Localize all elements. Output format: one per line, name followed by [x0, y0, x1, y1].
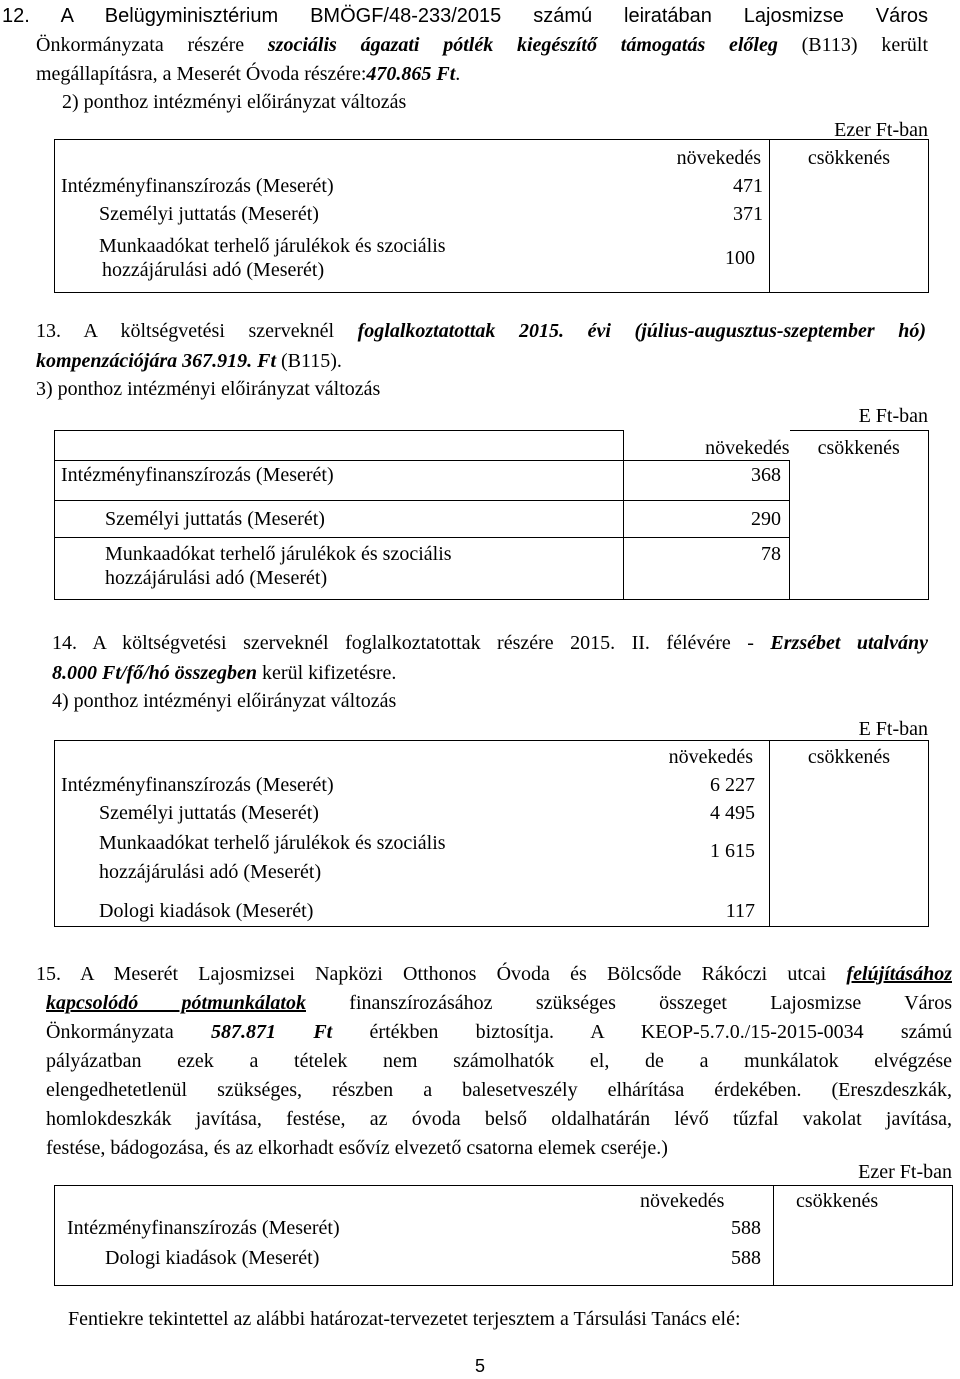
table-1: [54, 139, 929, 293]
table-3-row-4-value: 117: [725, 899, 755, 922]
table-1-header-increase: növekedés: [55, 140, 770, 171]
item-12-line-2: Önkormányzata részére szociális ágazati pótlék kiegészítő támogatás előleg (B113) került: [36, 34, 928, 56]
item-12-line-3: megállapításra, a Meserét Óvoda részére:470.865 Ft.: [36, 63, 461, 85]
table-2-unit: E Ft-ban: [858, 405, 928, 427]
item-12-subtitle: 2) ponthoz intézményi előirányzat változás: [62, 91, 407, 113]
table-row: [55, 1216, 953, 1246]
table-row: [55, 1246, 953, 1286]
item-15-line-1: 15. A Meserét Lajosmizsei Napközi Otthonos Óvoda és Bölcsőde Rákóczi utcai felújításához: [36, 963, 952, 985]
item-13-line-1: 13. A költségvetési szerveknél foglalkoztatottak 2015. évi (július-augusztus-szeptember hó): [36, 320, 926, 342]
table-3-header-increase: növekedés: [55, 741, 770, 771]
item-12: [2, 4, 928, 28]
item-15-line-7: festése, bádogozása, és az elkorhadt esővíz elvezető csatorna elemek cseréje.): [46, 1137, 668, 1159]
table-1-row-3-label-1: Munkaadókat terhelő járulékok és szociális: [99, 235, 446, 257]
item-15-line-2: kapcsolódó pótmunkálatok finanszírozásához szükséges összeget Lajosmizse Város: [46, 992, 952, 1014]
table-2: [54, 430, 929, 600]
table-2-header-decrease: csökkenés: [790, 431, 929, 461]
table-3-header-decrease: csökkenés: [770, 741, 929, 771]
table-row: [55, 140, 929, 171]
table-3-row-4-label: Dologi kiadások (Meserét): [99, 899, 314, 922]
table-4-header-increase: növekedés: [640, 1190, 725, 1212]
table-1-unit: Ezer Ft-ban: [834, 119, 928, 141]
table-row: [55, 431, 929, 461]
table-2-header-increase: növekedés: [705, 436, 790, 459]
item-15-line-6: homlokdeszkák javítása, festése, az óvoda belső oldalhatárán lévő tűzfal vakolat javítása,: [46, 1108, 952, 1130]
table-3: [54, 740, 929, 927]
table-1-header-decrease: csökkenés: [770, 140, 929, 171]
closing-sentence: Fentiekre tekintettel az alábbi határozat-tervezetet terjesztem a Társulási Tanács elé:: [68, 1308, 741, 1330]
table-row: [55, 1186, 953, 1216]
table-4-row-2-value: 588: [731, 1246, 761, 1269]
item-15-line-4: pályázatban ezek a tételek nem számolhatók el, de a munkálatok elvégzése: [46, 1050, 952, 1072]
table-row: [55, 829, 929, 895]
table-1-row-1-label: Intézményfinanszírozás (Meserét): [61, 175, 334, 197]
table-2-row-3-label-2: hozzájárulási adó (Meserét): [105, 566, 328, 589]
item-14-subtitle: 4) ponthoz intézményi előirányzat változás: [52, 690, 397, 712]
table-4-unit: Ezer Ft-ban: [858, 1161, 952, 1183]
table-1-row-2-value: 371: [733, 203, 763, 225]
table-3-row-1-value: 6 227: [710, 773, 755, 796]
table-1-row-1-value: 471: [733, 175, 763, 197]
page-number: 5: [474, 1356, 485, 1376]
table-2-row-2-value: 290: [624, 500, 790, 537]
table-3-row-3-label-1: Munkaadókat terhelő járulékok és szociális: [99, 831, 446, 854]
table-4-row-1-value: 588: [731, 1216, 761, 1239]
table-row: [55, 500, 929, 537]
table-3-row-1-label: Intézményfinanszírozás (Meserét): [61, 773, 334, 796]
table-row: [55, 741, 929, 771]
table-row: [55, 895, 929, 927]
item-15-line-5: elengedhetetlenül szükséges, részben a balesetveszély elhárítása érdekében. (Ereszdeszkák,: [46, 1079, 952, 1101]
table-row: [55, 537, 929, 599]
table-3-row-3-label-2: hozzájárulási adó (Meserét): [99, 860, 322, 883]
table-2-row-3-label-1: Munkaadókat terhelő járulékok és szociális: [105, 542, 452, 565]
table-3-row-2-value: 4 495: [710, 801, 755, 824]
table-2-row-2-label: Személyi juttatás (Meserét): [55, 500, 624, 537]
item-14-line-2: 8.000 Ft/fő/hó összegben kerül kifizetésre.: [52, 662, 397, 684]
table-1-row-3-label-2: hozzájárulási adó (Meserét): [102, 259, 325, 281]
item-15: [36, 962, 952, 1165]
table-3-unit: E Ft-ban: [858, 718, 928, 740]
table-2-row-3-value: 78: [624, 537, 790, 599]
table-row: [55, 771, 929, 799]
table-4: [54, 1185, 953, 1286]
table-2-row-1-label: Intézményfinanszírozás (Meserét): [55, 460, 624, 500]
table-3-row-3-value: 1 615: [710, 839, 755, 862]
table-row: [55, 200, 929, 230]
item-15-line-3: Önkormányzata 587.871 Ft értékben biztosítja. A KEOP-5.7.0./15-2015-0034 számú: [46, 1021, 952, 1043]
item-14-line-1: 14. A költségvetési szerveknél foglalkoztatottak részére 2015. II. félévére - Erzsébet utalvány: [52, 632, 928, 654]
table-4-row-2-label: Dologi kiadások (Meserét): [105, 1246, 320, 1269]
table-2-row-1-value: 368: [624, 460, 790, 500]
table-4-row-1-label: Intézményfinanszírozás (Meserét): [67, 1216, 340, 1239]
table-1-row-2-label: Személyi juttatás (Meserét): [99, 203, 319, 225]
table-1-row-3-value: 100: [725, 247, 755, 269]
table-row: [55, 460, 929, 500]
item-13-line-2: kompenzációjára 367.919. Ft (B115).: [36, 350, 342, 372]
table-3-row-2-label: Személyi juttatás (Meserét): [99, 801, 319, 824]
item-13-subtitle: 3) ponthoz intézményi előirányzat változás: [36, 378, 381, 400]
table-row: [55, 799, 929, 829]
table-4-header-decrease: csökkenés: [796, 1190, 879, 1212]
table-row: [55, 230, 929, 292]
table-row: [55, 170, 929, 200]
item-12-line-1: 12. A Belügyminisztérium BMÖGF/48-233/2015 számú leiratában Lajosmizse Város: [2, 5, 928, 27]
